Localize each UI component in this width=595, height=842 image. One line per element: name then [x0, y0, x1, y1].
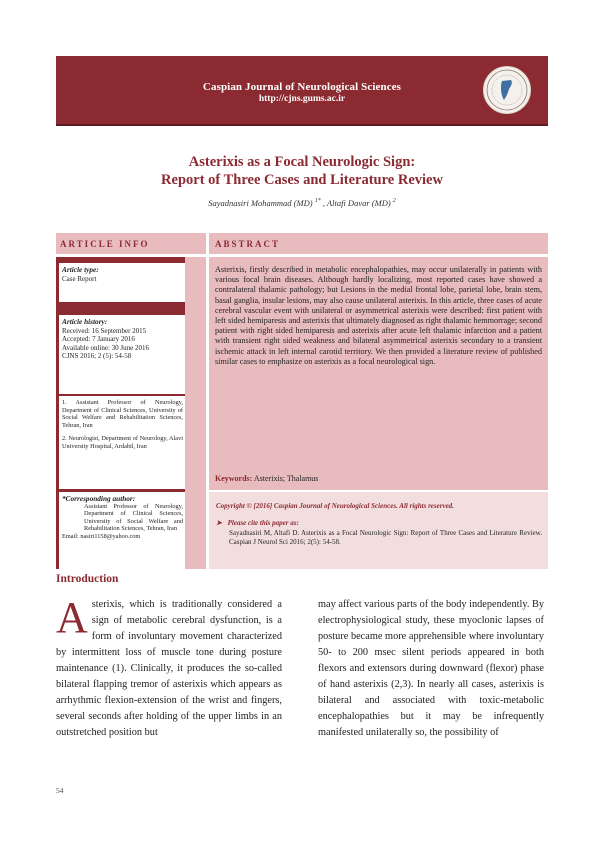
keywords-value: Asterixis; Thalamus: [253, 474, 319, 483]
corresponding-author-email[interactable]: Email: nasiri1158@yahoo.com: [62, 532, 141, 540]
authors-line: [56, 198, 548, 208]
article-type-value: Case Report: [62, 274, 97, 283]
corresponding-author-label: *Corresponding author:: [62, 494, 136, 503]
page-number: 54: [56, 786, 64, 795]
keywords-label: Keywords:: [215, 474, 253, 483]
corresponding-author-address: Assistant Professor of Neurology, Department of Clinical Sciences, University of Social Welfare and Rehabilitation Sciences, Tehran, Iran: [84, 502, 183, 533]
drop-cap: A: [56, 593, 88, 642]
copyright-notice: Copyright © [2016] Caspian Journal of Neurological Sciences. All rights reserved.: [216, 502, 454, 510]
arrow-right-icon: ➤: [216, 519, 222, 527]
affiliation-1: 1. Assistant Professor of Neurology, Department of Clinical Sciences, University of Social Welfare and Rehabilitation Sciences, Tehran, Iran: [62, 399, 183, 429]
cite-label-text: Please cite this paper as:: [227, 519, 299, 527]
cite-label: [216, 519, 299, 527]
paper-title-line2: Report of Three Cases and Literature Review: [161, 172, 443, 188]
paper-title-line1: Asterixis as a Focal Neurologic Sign:: [188, 154, 416, 170]
corresponding-author-block: [59, 492, 185, 569]
keywords-line: [215, 474, 542, 483]
cite-text: Sayadnasiri M, Altafi D. Asterixis as a Focal Neurologic Sign: Report of Three Cases and Literature Review. Caspian J Neurol Sci 2016; 2(5): 54-58.: [229, 529, 542, 546]
author-2-affil: 2: [392, 198, 396, 205]
abstract-heading: ABSTRACT: [215, 239, 281, 249]
article-info-gutter: [185, 257, 206, 569]
journal-citation: CJNS 2016; 2 (5): 54-58: [62, 352, 132, 361]
author-separator: ,: [320, 198, 327, 208]
journal-title: Caspian Journal of Neurological Sciences: [202, 81, 402, 93]
online-date: Available online: 30 June 2016: [62, 343, 149, 352]
accepted-date: Accepted: 7 January 2016: [62, 335, 135, 344]
article-history-label: Article history:: [62, 317, 108, 326]
author-1-affil: 1*: [314, 198, 321, 205]
article-info-heading: ARTICLE INFO: [60, 239, 150, 249]
banner-underline: [56, 124, 548, 126]
body-column-left: [56, 593, 282, 741]
university-seal-icon: [483, 66, 531, 114]
body-column-right: [318, 597, 544, 741]
article-type-block: [59, 263, 185, 302]
article-type-label: Article type:: [62, 265, 99, 274]
affiliation-2: 2. Neurologist, Department of Neurology, Alavi University Hospital, Ardabil, Iran: [62, 435, 183, 450]
author-1: Sayadnasiri Mohammad (MD): [208, 198, 313, 208]
introduction-heading: Introduction: [56, 573, 119, 585]
paper-title: [56, 153, 548, 189]
author-2: Altafi Davar (MD): [326, 198, 391, 208]
journal-url[interactable]: http://cjns.gums.ac.ir: [258, 94, 346, 104]
intro-left-text: sterixis, which is traditionally considered a sign of metabolic cerebral dysfunction, is a form of involuntary movement characterized by intermittent loss of muscle tone during posture maintenance (1). Clinically, it produces the so-called bilateral flapping tremor of asterixis which appears as arrhythmic flexion-extension of the wrist and fingers, several seconds after holding of the upper limbs in an outstretched position but: [56, 599, 282, 738]
received-date: Received: 16 September 2015: [62, 326, 147, 335]
article-history-block: [59, 315, 185, 394]
affiliations-block: [59, 396, 185, 489]
abstract-text: Asterixis, firstly described in metabolic encephalopathies, may occur unilaterally in patients with various focal brain diseases. Although hardly localizing, most reported cases have showed a contralateral thalamic pathology; but Lesions in the medial frontal lobe, parietal lobe, brain stem, basal ganglia, insular lesions, may also cause unilateral asterixis. In this article, three cases of acute cerebral vascular event with unilateral or asymmetrical asterixis were described: first patient with left sided hemiparesis and asterixis that ultimately diagnosed as right thalamic hemmorrage; second patient with right sided hemiparesis and asterixis after acute left thalamic infarction and a patient with transient right sided weakness and bilateral asymmetrical asterixis secondary to a transient ischemic attack in left internal carotid territory. We then provided a literature review of published similar cases to emphasize on asterixis as a focal neurological sign.: [215, 265, 542, 366]
intro-right-text: may affect various parts of the body independently. By electrophysiological study, these myoclonic lapses of posture became more apprehensible where involuntary 50- to 200 msec silent periods appeared in both flexors and extensors during downward (flexor) phase of hand asterixis (2,3). In nearly all cases, asterixis is bilateral and associated with toxic-metabolic encephalopathies but it may be infrequently manifested unilaterally so, the possibility of: [318, 599, 544, 738]
